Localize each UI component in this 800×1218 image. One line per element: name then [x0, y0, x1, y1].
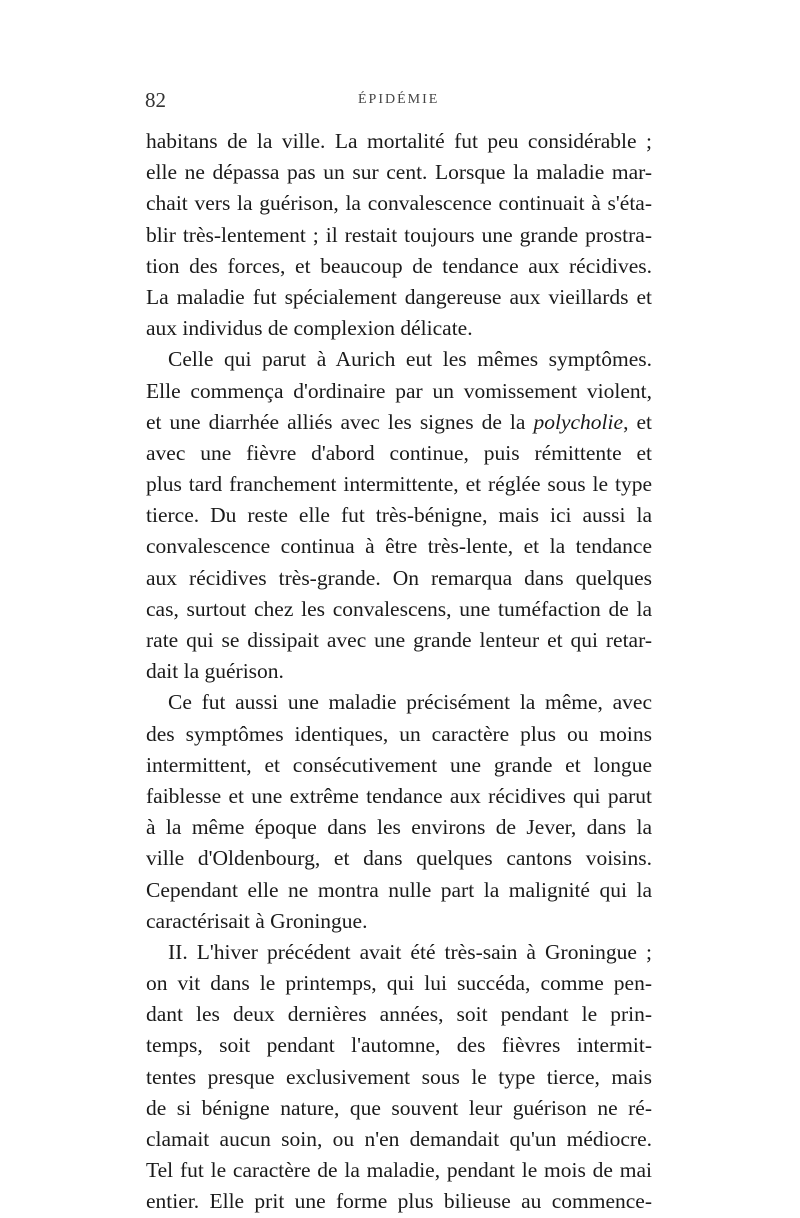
- text-line: tentes presque exclusivement sous le type tierce, mais: [146, 1064, 652, 1089]
- text-line: temps, soit pendant l'automne, des fièvres intermit-: [146, 1033, 652, 1058]
- section-start-line: II. L'hiver précédent avait été très-sain à Groningue ;: [168, 939, 652, 964]
- running-head: [145, 88, 655, 114]
- text-line: rate qui se dissipait avec une grande lenteur et qui retar-: [146, 628, 652, 652]
- text-line: tion des forces, et beaucoup de tendance aux récidives.: [146, 253, 652, 278]
- text-line: dait la guérison.: [146, 659, 284, 684]
- line-prefix: et une diarrhée alliés avec les signes de la: [146, 409, 526, 434]
- text-line: avec une fièvre d'abord continue, puis rémittente et: [146, 440, 652, 465]
- paragraph-start-line: Celle qui parut à Aurich eut les mêmes symptômes.: [168, 347, 652, 372]
- text-line: blir très-lentement ; il restait toujours une grande prostra-: [146, 222, 652, 247]
- text-line: on vit dans le printemps, qui lui succéda, comme pen-: [146, 971, 652, 996]
- text-line: cas, surtout chez les convalescens, une tuméfaction de la: [146, 596, 652, 621]
- text-line: ville d'Oldenbourg, et dans quelques cantons voisins.: [146, 846, 652, 871]
- line-suffix: , et: [623, 409, 652, 434]
- text-line: caractérisait à Groningue.: [146, 908, 368, 933]
- text-line: à la même époque dans les environs de Jever, dans la: [146, 815, 652, 840]
- body-text: [146, 126, 652, 1218]
- text-line: plus tard franchement intermittente, et réglée sous le type: [146, 472, 652, 497]
- text-line: La maladie fut spécialement dangereuse aux vieillards et: [146, 284, 652, 309]
- text-line: elle ne dépassa pas un sur cent. Lorsque la maladie mar-: [146, 160, 652, 185]
- text-line: clamait aucun soin, ou n'en demandait qu'un médiocre.: [146, 1127, 652, 1151]
- text-line: chait vers la guérison, la convalescence continuait à s'éta-: [146, 191, 652, 216]
- text-line-with-italic: [146, 407, 652, 438]
- text-line: aux individus de complexion délicate.: [146, 316, 473, 341]
- page-number: 82: [145, 88, 166, 112]
- text-line: Tel fut le caractère de la maladie, pendant le mois de mai: [146, 1158, 652, 1183]
- text-line: faiblesse et une extrême tendance aux récidives qui parut: [146, 783, 652, 808]
- text-line: convalescence continua à être très-lente, et la tendance: [146, 534, 652, 559]
- text-line: dant les deux dernières années, soit pendant le prin-: [146, 1002, 652, 1027]
- text-line: entier. Elle prit une forme plus bilieuse au commence-: [146, 1189, 652, 1214]
- text-line: Elle commença d'ordinaire par un vomissement violent,: [146, 378, 652, 403]
- running-head-title: ÉPIDÉMIE: [358, 92, 440, 107]
- text-line: aux récidives très-grande. On remarqua dans quelques: [146, 565, 652, 590]
- text-line: de si bénigne nature, que souvent leur guérison ne ré-: [146, 1095, 652, 1120]
- text-line: tierce. Du reste elle fut très-bénigne, mais ici aussi la: [146, 503, 652, 528]
- text-line: Cependant elle ne montra nulle part la malignité qui la: [146, 877, 652, 902]
- italic-term: polycholie: [533, 409, 624, 434]
- text-line: intermittent, et consécutivement une grande et longue: [146, 752, 652, 777]
- text-line: habitans de la ville. La mortalité fut peu considérable ;: [146, 129, 652, 153]
- paragraph-start-line: Ce fut aussi une maladie précisément la même, avec: [168, 690, 652, 715]
- text-line: des symptômes identiques, un caractère plus ou moins: [146, 721, 652, 746]
